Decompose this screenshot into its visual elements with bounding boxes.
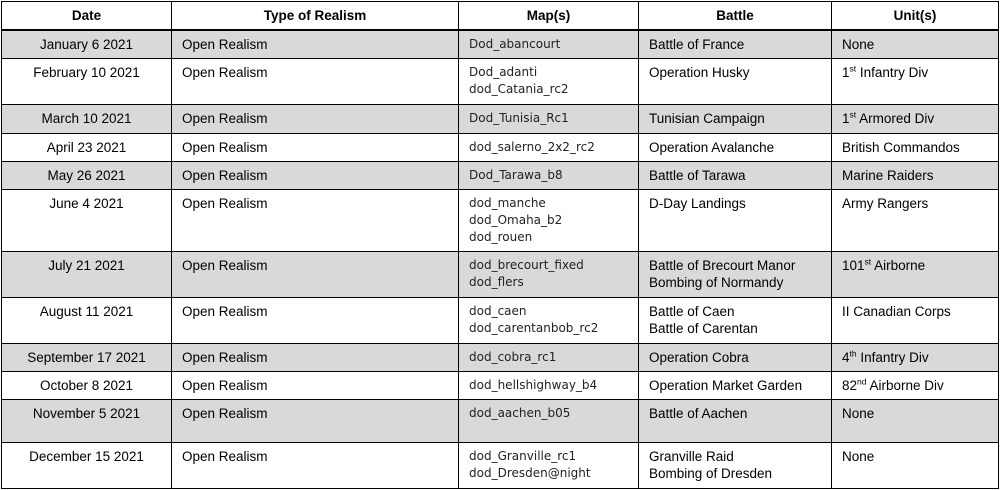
unit-text: II Canadian Corps bbox=[842, 303, 951, 319]
realism-type-cell: Open Realism bbox=[172, 399, 459, 442]
unit-text: 101 bbox=[842, 257, 865, 273]
realism-type-cell: Open Realism bbox=[172, 189, 459, 251]
unit-ordinal-suffix: st bbox=[864, 256, 872, 266]
battle-name: Operation Cobra bbox=[649, 349, 749, 365]
battle-cell bbox=[639, 297, 832, 343]
units-cell bbox=[832, 297, 999, 343]
maps-cell bbox=[459, 30, 639, 58]
battle-name: Operation Avalanche bbox=[649, 139, 775, 155]
battle-cell bbox=[639, 189, 832, 251]
map-name: dod_manche bbox=[469, 195, 546, 210]
table-row bbox=[2, 297, 999, 343]
map-name: dod_brecourt_fixed bbox=[469, 257, 584, 272]
unit-text: 1 bbox=[842, 110, 850, 126]
map-name: dod_rouen bbox=[469, 229, 533, 244]
header-row bbox=[2, 2, 999, 31]
battle-name: D-Day Landings bbox=[649, 195, 746, 211]
date-cell: February 10 2021 bbox=[2, 58, 172, 104]
map-name: dod_salerno_2x2_rc2 bbox=[469, 139, 595, 154]
table-row bbox=[2, 371, 999, 399]
date-cell: April 23 2021 bbox=[2, 133, 172, 161]
units-cell bbox=[832, 161, 999, 189]
battle-name: Battle of Carentan bbox=[649, 320, 758, 336]
map-name: dod_Omaha_b2 bbox=[469, 212, 563, 227]
table-body bbox=[2, 30, 999, 488]
realism-type-cell: Open Realism bbox=[172, 104, 459, 133]
realism-type-cell: Open Realism bbox=[172, 30, 459, 58]
map-name: dod_hellshighway_b4 bbox=[469, 377, 598, 392]
unit-text: British Commandos bbox=[842, 139, 960, 155]
units-cell bbox=[832, 442, 999, 488]
battle-cell bbox=[639, 104, 832, 133]
table-row bbox=[2, 133, 999, 161]
battle-cell bbox=[639, 30, 832, 58]
battle-name: Operation Market Garden bbox=[649, 377, 803, 393]
header-battle: Battle bbox=[639, 2, 832, 31]
battle-name: Battle of Tarawa bbox=[649, 167, 746, 183]
map-name: dod_flers bbox=[469, 274, 524, 289]
battle-name: Granville Raid bbox=[649, 448, 734, 464]
unit-text-rest: Armored Div bbox=[856, 110, 935, 126]
battle-cell bbox=[639, 161, 832, 189]
maps-cell bbox=[459, 58, 639, 104]
unit-text: 82 bbox=[842, 377, 858, 393]
map-name: dod_caen bbox=[469, 303, 527, 318]
date-cell: November 5 2021 bbox=[2, 399, 172, 442]
units-cell bbox=[832, 251, 999, 297]
unit-text: 1 bbox=[842, 64, 850, 80]
realism-type-cell: Open Realism bbox=[172, 133, 459, 161]
header-maps: Map(s) bbox=[459, 2, 639, 31]
battle-name: Operation Husky bbox=[649, 64, 750, 80]
battle-name: Battle of Aachen bbox=[649, 405, 748, 421]
units-cell bbox=[832, 399, 999, 442]
unit-text-rest: Airborne Div bbox=[866, 377, 944, 393]
date-cell: March 10 2021 bbox=[2, 104, 172, 133]
unit-ordinal-suffix: nd bbox=[857, 376, 867, 386]
date-cell: May 26 2021 bbox=[2, 161, 172, 189]
battle-name: Bombing of Normandy bbox=[649, 274, 784, 290]
date-cell: December 15 2021 bbox=[2, 442, 172, 488]
date-cell: September 17 2021 bbox=[2, 343, 172, 371]
map-name: dod_cobra_rc1 bbox=[469, 349, 557, 364]
unit-text: None bbox=[842, 448, 875, 464]
units-cell bbox=[832, 371, 999, 399]
battle-cell bbox=[639, 343, 832, 371]
maps-cell bbox=[459, 399, 639, 442]
maps-cell bbox=[459, 133, 639, 161]
table-row bbox=[2, 251, 999, 297]
battle-name: Battle of France bbox=[649, 37, 745, 52]
unit-text: 4 bbox=[842, 349, 850, 365]
battle-cell bbox=[639, 442, 832, 488]
battle-name: Tunisian Campaign bbox=[649, 110, 765, 126]
header-date: Date bbox=[2, 2, 172, 31]
unit-ordinal-suffix: st bbox=[849, 63, 857, 73]
map-name: dod_Granville_rc1 bbox=[469, 448, 577, 463]
unit-text-rest: Infantry Div bbox=[856, 64, 929, 80]
table-row bbox=[2, 104, 999, 133]
units-cell bbox=[832, 58, 999, 104]
date-cell: January 6 2021 bbox=[2, 30, 172, 58]
realism-type-cell: Open Realism bbox=[172, 58, 459, 104]
unit-text: None bbox=[842, 405, 875, 421]
battle-cell bbox=[639, 133, 832, 161]
realism-type-cell: Open Realism bbox=[172, 297, 459, 343]
map-name: Dod_adanti bbox=[469, 64, 538, 79]
unit-text-rest: Infantry Div bbox=[856, 349, 929, 365]
date-cell: August 11 2021 bbox=[2, 297, 172, 343]
maps-cell bbox=[459, 251, 639, 297]
units-cell bbox=[832, 133, 999, 161]
table-row bbox=[2, 161, 999, 189]
table-row bbox=[2, 442, 999, 488]
unit-ordinal-suffix: st bbox=[849, 109, 857, 119]
table-row bbox=[2, 343, 999, 371]
maps-cell bbox=[459, 442, 639, 488]
map-name: dod_aachen_b05 bbox=[469, 405, 571, 420]
map-name: dod_Dresden@night bbox=[469, 465, 591, 480]
battle-name: Bombing of Dresden bbox=[649, 465, 773, 481]
units-cell bbox=[832, 30, 999, 58]
battle-name: Battle of Brecourt Manor bbox=[649, 257, 796, 273]
map-name: Dod_Tunisia_Rc1 bbox=[469, 110, 569, 125]
realism-type-cell: Open Realism bbox=[172, 161, 459, 189]
table-row bbox=[2, 58, 999, 104]
maps-cell bbox=[459, 297, 639, 343]
battle-cell bbox=[639, 399, 832, 442]
battle-cell bbox=[639, 371, 832, 399]
battle-cell bbox=[639, 58, 832, 104]
maps-cell bbox=[459, 161, 639, 189]
unit-ordinal-suffix: th bbox=[849, 348, 857, 358]
battle-cell bbox=[639, 251, 832, 297]
units-cell bbox=[832, 343, 999, 371]
unit-text: Army Rangers bbox=[842, 195, 929, 211]
table-row bbox=[2, 30, 999, 58]
maps-cell bbox=[459, 104, 639, 133]
unit-text: None bbox=[842, 37, 875, 52]
table-row bbox=[2, 189, 999, 251]
battle-name: Battle of Caen bbox=[649, 303, 735, 319]
units-cell bbox=[832, 104, 999, 133]
maps-cell bbox=[459, 189, 639, 251]
realism-type-cell: Open Realism bbox=[172, 343, 459, 371]
maps-cell bbox=[459, 343, 639, 371]
table-row bbox=[2, 399, 999, 442]
map-name: Dod_Tarawa_b8 bbox=[469, 167, 563, 182]
units-cell bbox=[832, 189, 999, 251]
map-name: Dod_abancourt bbox=[469, 37, 561, 51]
date-cell: July 21 2021 bbox=[2, 251, 172, 297]
map-name: dod_carentanbob_rc2 bbox=[469, 320, 599, 335]
unit-text: Marine Raiders bbox=[842, 167, 934, 183]
map-name: dod_Catania_rc2 bbox=[469, 81, 569, 96]
realism-type-cell: Open Realism bbox=[172, 442, 459, 488]
schedule-table bbox=[1, 1, 999, 489]
realism-type-cell: Open Realism bbox=[172, 371, 459, 399]
header-type-of-realism: Type of Realism bbox=[172, 2, 459, 31]
date-cell: October 8 2021 bbox=[2, 371, 172, 399]
header-units: Unit(s) bbox=[832, 2, 999, 31]
unit-text-rest: Airborne bbox=[871, 257, 926, 273]
realism-type-cell: Open Realism bbox=[172, 251, 459, 297]
date-cell: June 4 2021 bbox=[2, 189, 172, 251]
maps-cell bbox=[459, 371, 639, 399]
